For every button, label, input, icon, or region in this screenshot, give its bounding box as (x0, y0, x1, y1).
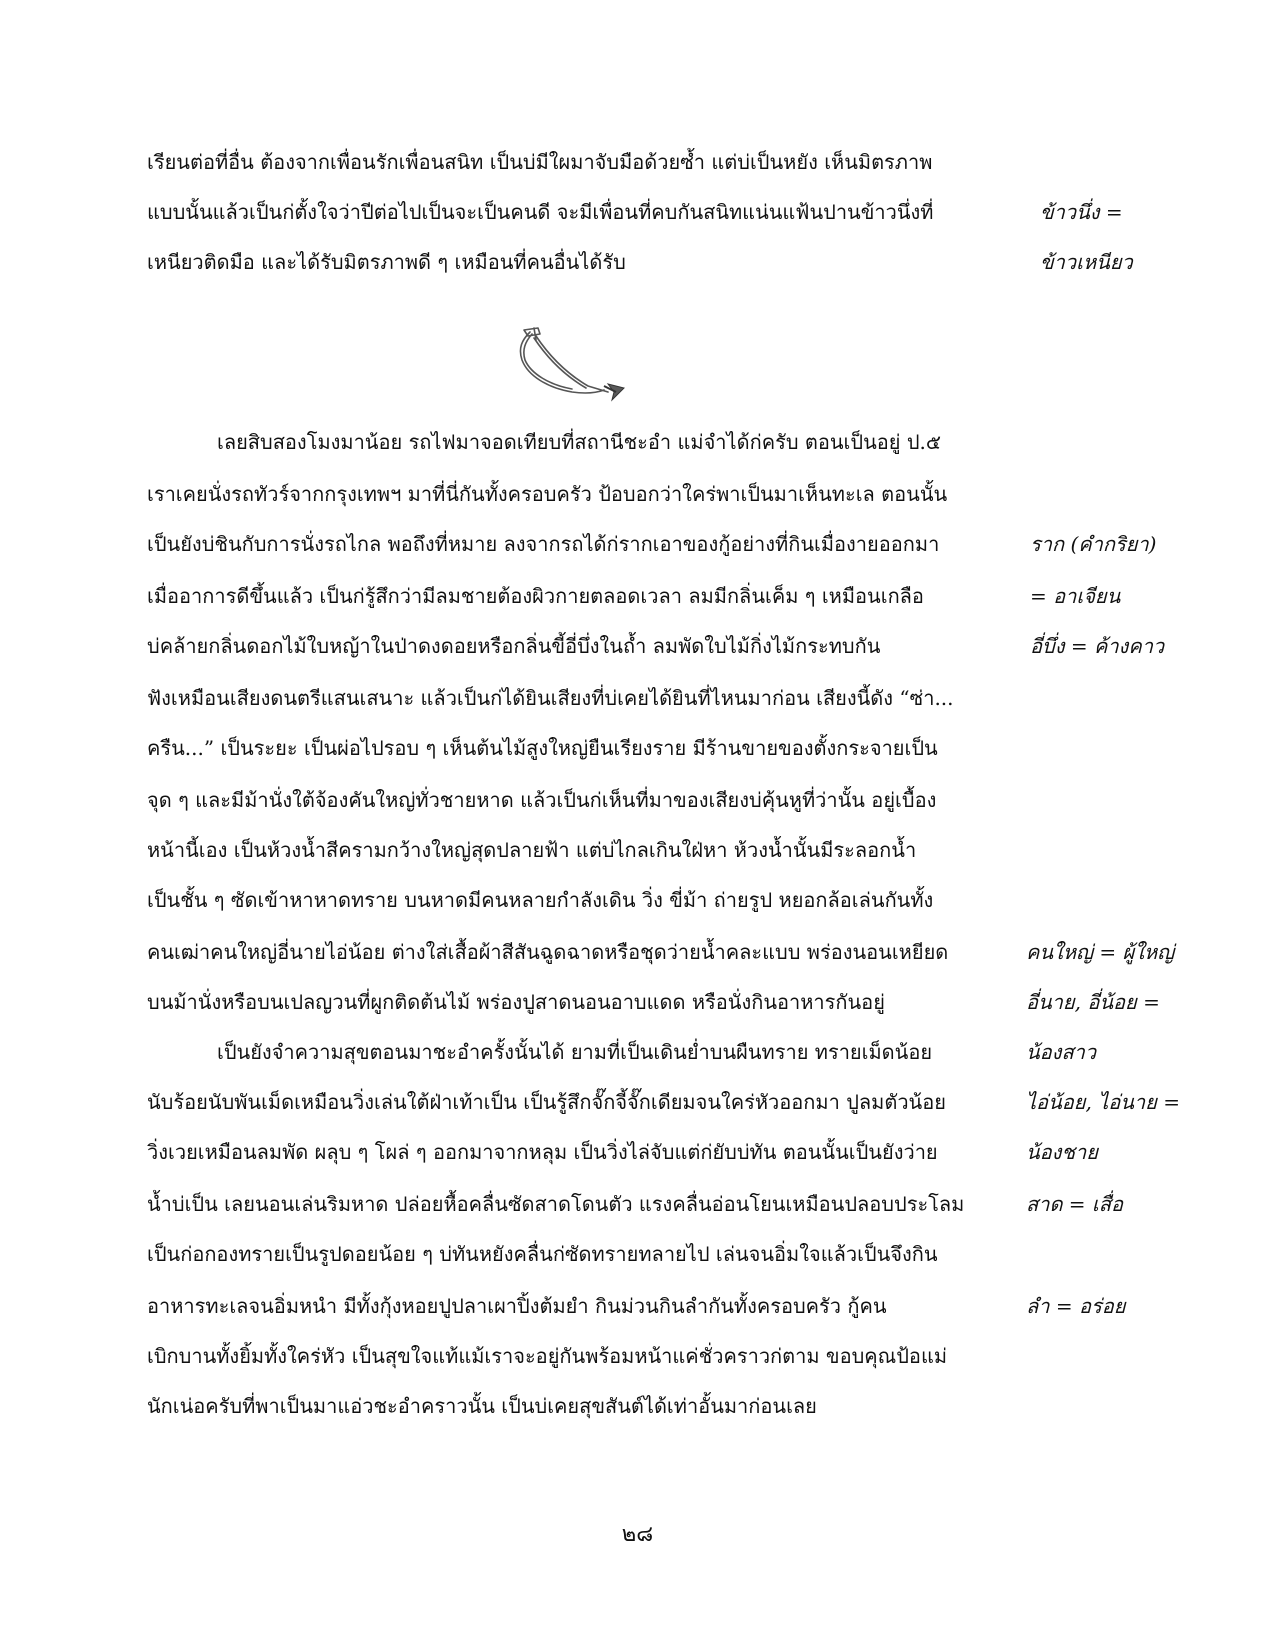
glossary-note: คนใหญ่ = ผู้ใหญ่ (1026, 940, 1175, 964)
text-line: เป็นยังบ่ชินกับการนั่งรถไกล พอถึงที่หมาย ลงจากรถได้ก่รากเอาของกู้อย่างที่กินเมื่องายออกมา (147, 532, 940, 556)
text-line: นับร้อยนับพันเม็ดเหมือนวิ่งเล่นใต้ฝ่าเท้าเป็น เป็นรู้สึกจั๊กจี้จั๊กเดียมจนใคร่หัวออกมา ปูลมตัวน้อย (147, 1090, 946, 1114)
glossary-note: = อาเจียน (1030, 584, 1121, 608)
text-line: เรียนต่อที่อื่น ต้องจากเพื่อนรักเพื่อนสนิท เป็นบ่มีใผมาจับมือด้วยซ้ำ แต่บ่เป็นหยัง เห็นมิตรภาพ (147, 150, 933, 174)
glossary-note: อี่บึ่ง = ค้างคาว (1030, 634, 1165, 658)
text-line: เลยสิบสองโมงมาน้อย รถไฟมาจอดเทียบที่สถานีชะอำ แม่จำได้ก่ครับ ตอนเป็นอยู่ ป.๕ (217, 430, 942, 454)
text-line: คนเฒ่าคนใหญ่อี่นายไอ่น้อย ต่างใส่เสื้อผ้าสีสันฉูดฉาดหรือชุดว่ายน้ำคละแบบ พร่องนอนเหยียด (147, 940, 949, 964)
text-line: นักเน่อครับที่พาเป็นมาแอ่วชะอำคราวนั้น เป็นบ่เคยสุขสันต์ได้เท่าอั้นมาก่อนเลย (147, 1394, 817, 1418)
page-number: ๒๘ (621, 1522, 654, 1547)
text-line: เป็นก่อกองทรายเป็นรูปดอยน้อย ๆ บ่ทันหยังคลื่นก่ซัดทรายทลายไป เล่นจนอิ่มใจแล้วเป็นจึงกิน (147, 1242, 938, 1266)
text-line: แบบนั้นแล้วเป็นก่ตั้งใจว่าปีต่อไปเป็นจะเป็นคนดี จะมีเพื่อนที่คบกันสนิทแน่นแฟ้นปานข้าวนึ่งที่ (147, 200, 934, 224)
glossary-note: น้องชาย (1026, 1140, 1098, 1164)
text-line: จุด ๆ และมีม้านั่งใต้จ้องคันใหญ่ทั่วชายหาด แล้วเป็นก่เห็นที่มาของเสียงบ่คุ้นหูที่ว่านั้น อยู่เบื้อง (147, 788, 937, 812)
glossary-note: ข้าวนึ่ง = (1040, 200, 1123, 224)
glossary-note: ไอ่น้อย, ไอ่นาย = (1026, 1090, 1180, 1114)
glossary-note: สาด = เสื่อ (1026, 1192, 1123, 1216)
text-line: ครืน...” เป็นระยะ เป็นผ่อไปรอบ ๆ เห็นต้นไม้สูงใหญ่ยืนเรียงราย มีร้านขายของตั้งกระจายเป็น (147, 736, 938, 760)
text-line: เป็นชั้น ๆ ซัดเข้าหาหาดทราย บนหาดมีคนหลายกำลังเดิน วิ่ง ขี่ม้า ถ่ายรูป หยอกล้อเล่นกันทั้ง (147, 888, 934, 912)
text-line: อาหารทะเลจนอิ่มหนำ มีทั้งกุ้งหอยปูปลาเผาปิ้งต้มยำ กินม่วนกินลำกันทั้งครอบครัว กู้คน (147, 1294, 887, 1318)
text-line: หน้านี้เอง เป็นห้วงน้ำสีครามกว้างใหญ่สุดปลายฟ้า แต่บ่ไกลเกินใฝ่หา ห้วงน้ำนั้นมีระลอกน้ำ (147, 838, 917, 862)
glossary-note: น้องสาว (1026, 1040, 1097, 1064)
text-line: เบิกบานทั้งยิ้มทั้งใคร่หัว เป็นสุขใจแท้แม้เราจะอยู่กันพร้อมหน้าแค่ชั่วคราวก่ตาม ขอบคุณป้อแม่ (147, 1344, 948, 1368)
text-line: เราเคยนั่งรถทัวร์จากกรุงเทพฯ มาที่นี่กันทั้งครอบครัว ป้อบอกว่าใคร่พาเป็นมาเห็นทะเล ตอนนั้น (147, 482, 948, 506)
text-line: เป็นยังจำความสุขตอนมาชะอำครั้งนั้นได้ ยามที่เป็นเดินย่ำบนผืนทราย ทรายเม็ดน้อย (217, 1040, 933, 1064)
text-line: บ่คล้ายกลิ่นดอกไม้ใบหญ้าในป่าดงดอยหรือกลิ่นขี้อี่บึ่งในถ้ำ ลมพัดใบไม้กิ่งไม้กระทบกัน (147, 634, 881, 658)
text-line: บนม้านั่งหรือบนเปลญวนที่ผูกติดต้นไม้ พร่องปูสาดนอนอาบแดด หรือนั่งกินอาหารกันอยู่ (147, 990, 885, 1014)
text-line: วิ่งเวยเหมือนลมพัด ผลุบ ๆ โผล่ ๆ ออกมาจากหลุม เป็นวิ่งไล่จับแต่ก่ยับบ่ทัน ตอนนั้นเป็นยังว่าย (147, 1140, 938, 1164)
glossary-note: ข้าวเหนียว (1040, 250, 1133, 274)
text-line: น้ำบ่เป็น เลยนอนเล่นริมหาด ปล่อยหื้อคลื่นซัดสาดโดนตัว แรงคลื่นอ่อนโยนเหมือนปลอบประโลม (147, 1192, 965, 1216)
text-line: เมื่ออาการดีขึ้นแล้ว เป็นก่รู้สึกว่ามีลมชายต้องผิวกายตลอดเวลา ลมมีกลิ่นเค็ม ๆ เหมือนเกลือ (147, 584, 924, 608)
crossbow-drawing-icon (512, 326, 642, 410)
glossary-note: ลำ = อร่อย (1026, 1294, 1126, 1318)
glossary-note: ราก (คำกริยา) (1030, 532, 1157, 556)
text-line: เหนียวติดมือ และได้รับมิตรภาพดี ๆ เหมือนที่คนอื่นได้รับ (147, 250, 626, 274)
text-line: ฟังเหมือนเสียงดนตรีแสนเสนาะ แล้วเป็นก่ได้ยินเสียงที่บ่เคยได้ยินที่ไหนมาก่อน เสียงนี้ดัง “ซ่า... (147, 686, 954, 710)
glossary-note: อี่นาย, อี่น้อย = (1026, 990, 1160, 1014)
